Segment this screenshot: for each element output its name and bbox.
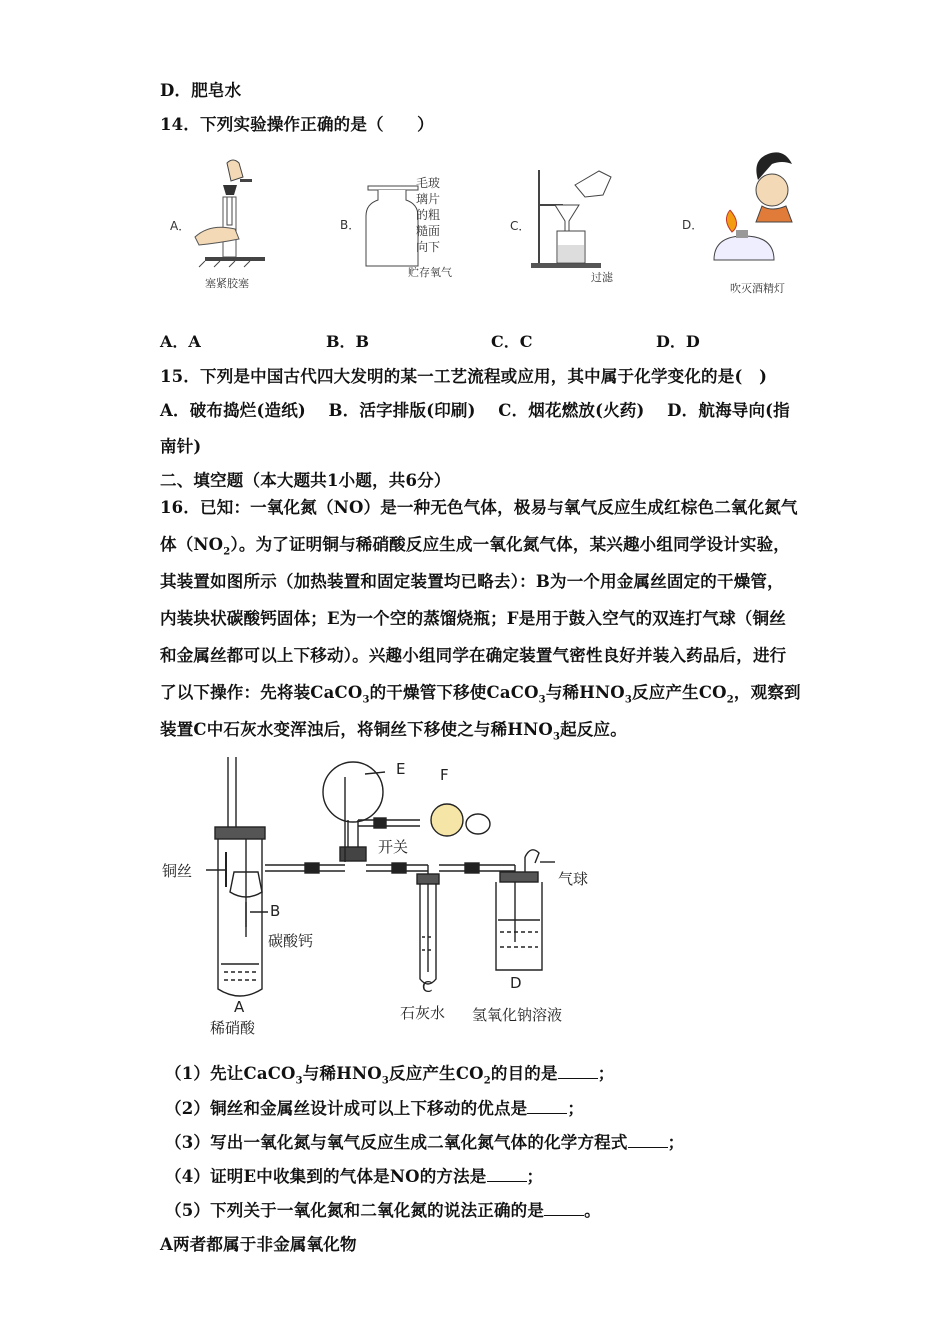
q16-line-1: 16．已知：一氧化氮（NO）是一种无色气体，极易与氧气反应生成红棕色二氧化氮气 [160, 498, 798, 517]
label-e: E [396, 760, 406, 778]
label-limewater: 石灰水 [400, 1004, 446, 1022]
answer-blank[interactable] [527, 1099, 567, 1114]
label-f: F [440, 766, 449, 784]
q15-stem: 15．下列是中国古代四大发明的某一工艺流程或应用，其中属于化学变化的是( ) [160, 367, 768, 386]
label-switch: 开关 [378, 838, 409, 856]
figure-c-caption: 过滤 [591, 271, 613, 284]
apparatus-diagram [160, 752, 600, 1042]
lamp-drawing [700, 150, 810, 280]
answer-blank[interactable] [628, 1133, 668, 1148]
q15-options-cont: 南针) [160, 437, 202, 456]
q16-sub-4: （4）证明E中收集到的气体是NO的方法是 ； [165, 1167, 544, 1186]
q14-option-a[interactable]: A．A [160, 332, 201, 351]
label-d: D [510, 974, 522, 992]
figure-d-lamp [678, 150, 808, 300]
figure-c-letter: C． [510, 219, 531, 233]
q15-options: A．破布捣烂(造纸) B．活字排版(印刷) C．烟花燃放(火药) D．航海导向(指 [160, 401, 790, 420]
note-line: 的粗 [416, 208, 441, 222]
note-line: 向下 [416, 240, 441, 254]
figure-b-letter: B． [340, 218, 361, 232]
q13-option-d: D．肥皂水 [160, 81, 242, 100]
figure-a-stopper [165, 155, 285, 295]
stopper-drawing [165, 155, 285, 280]
section-title: 二、填空题（本大题共1小题，共6分） [160, 471, 451, 490]
figure-b-note [416, 175, 440, 255]
answer-blank[interactable] [558, 1064, 598, 1079]
figure-b-caption: 贮存氧气 [408, 266, 452, 279]
figure-d-letter: D． [682, 218, 704, 232]
figure-d-caption: 吹灭酒精灯 [730, 282, 785, 295]
q16-choice-a[interactable]: A两者都属于非金属氧化物 [160, 1235, 357, 1254]
q16-line-3: 其装置如图所示（加热装置和固定装置均已略去）：B为一个用金属丝固定的干燥管， [160, 572, 784, 591]
note-line: 毛玻 [416, 176, 441, 190]
figure-a-letter: A． [170, 219, 191, 233]
q16-sub-1: （1）先让CaCO$_3$与稀$HNO_3$反应产生$CO_2$的目的是 ； [165, 1064, 615, 1087]
q14-stem: 14．下列实验操作正确的是（ ） [160, 115, 434, 134]
label-c: C [422, 978, 433, 996]
q16-line-6: 了以下操作：先将装CaCO$_3$的干燥管下移使CaCO$_3$与稀$HNO_3$反应产生$CO_2$，观察到 [160, 683, 801, 706]
q16-line-2: 体$(NO_2)$。为了证明铜与稀硝酸反应生成一氧化氮气体，某兴趣小组同学设计实验， [160, 535, 790, 558]
q16-sub-5: （5）下列关于一氧化氮和二氧化氮的说法正确的是 。 [165, 1201, 601, 1220]
label-balloon: 气球 [558, 870, 589, 888]
q14-option-b[interactable]: B．B [326, 332, 370, 351]
filtration-drawing [527, 165, 637, 275]
q14-option-d[interactable]: D．D [656, 332, 700, 351]
label-b: B [270, 902, 281, 920]
apparatus-drawing [160, 752, 600, 1042]
answer-blank[interactable] [487, 1167, 527, 1182]
figure-c-filtration [505, 165, 635, 295]
label-a: A [234, 998, 245, 1016]
q16-line-4: 内装块状碳酸钙固体；E为一个空的蒸馏烧瓶；F是用于鼓入空气的双连打气球（铜丝 [160, 609, 786, 628]
label-copper: 铜丝 [162, 862, 193, 880]
q16-line-7: 装置C中石灰水变浑浊后，将铜丝下移使之与稀$HNO_3$起反应。 [160, 720, 627, 743]
label-hno3: 稀硝酸 [210, 1019, 256, 1037]
note-line: 璃片 [416, 192, 441, 206]
label-naoh: 氢氧化钠溶液 [472, 1006, 563, 1024]
q16-line-5: 和金属丝都可以上下移动）。兴趣小组同学在确定装置气密性良好并装入药品后，进行 [160, 646, 787, 665]
figure-b-jar [340, 170, 470, 290]
figure-a-caption: 塞紧胶塞 [205, 277, 249, 290]
q16-sub-2: （2）铜丝和金属丝设计成可以上下移动的优点是 ； [165, 1099, 585, 1118]
label-caco3: 碳酸钙 [268, 932, 314, 950]
q14-option-c[interactable]: C．C [491, 332, 533, 351]
q16-sub-3: （3）写出一氧化氮与氧气反应生成二氧化氮气体的化学方程式 ； [165, 1133, 685, 1152]
answer-blank[interactable] [544, 1201, 584, 1216]
note-line: 糙面 [416, 224, 441, 238]
